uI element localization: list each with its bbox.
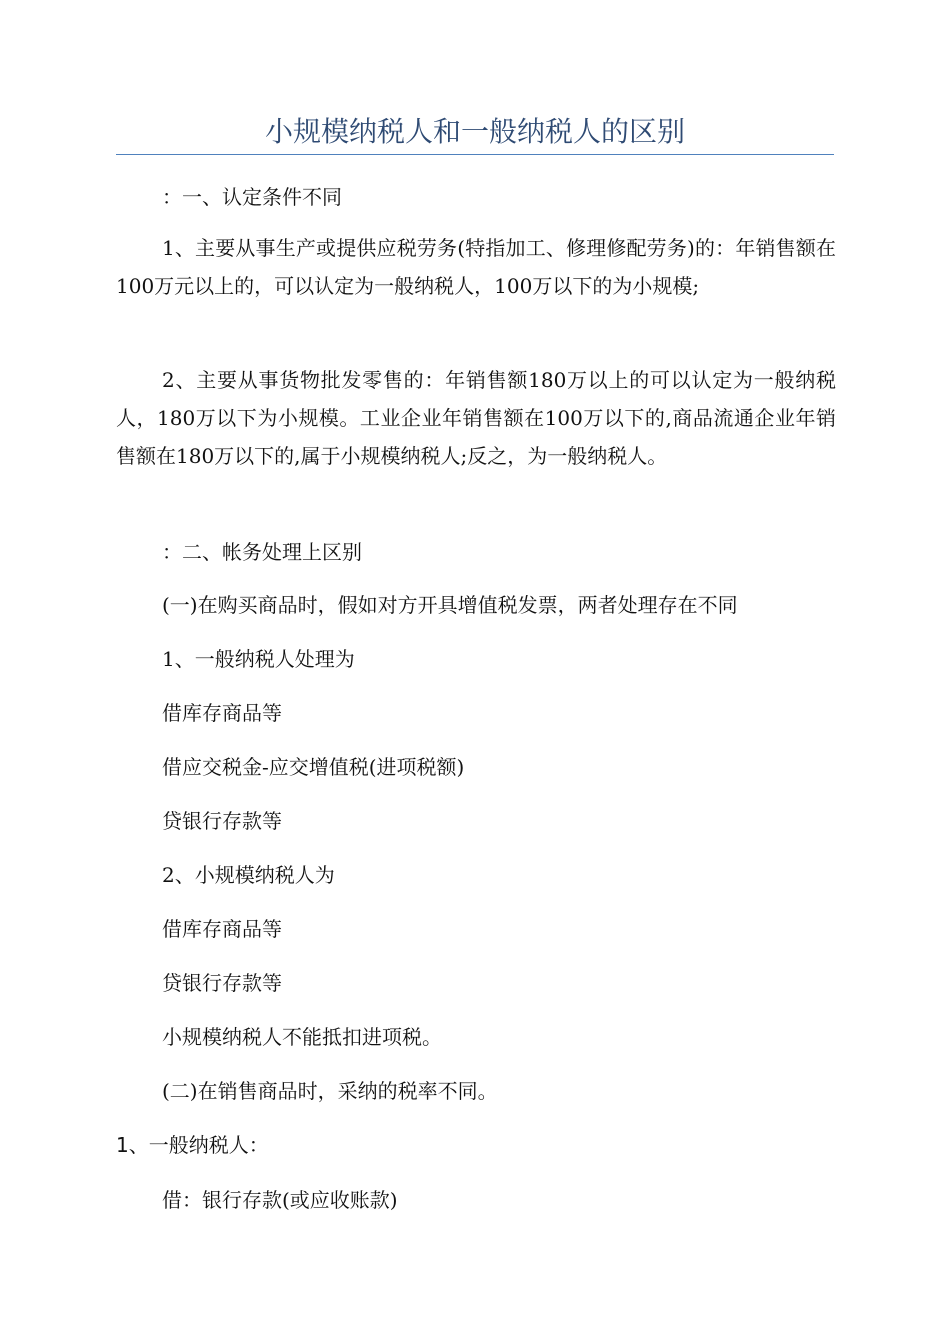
list-item: 2、小规模纳税人为 (162, 863, 335, 887)
subsection-heading-2: (二)在销售商品时，采纳的税率不同。 (162, 1079, 498, 1103)
journal-entry: 贷银行存款等 (162, 809, 282, 833)
section-heading-2: ：二、帐务处理上区别 (162, 540, 362, 564)
list-item: 1、一般纳税人处理为 (162, 647, 355, 671)
section-heading-1: ：一、认定条件不同 (162, 185, 342, 209)
journal-entry: 借：银行存款(或应收账款) (162, 1188, 398, 1212)
title-underline (116, 154, 834, 155)
note-text: 小规模纳税人不能抵扣进项税。 (162, 1025, 442, 1049)
journal-entry: 贷银行存款等 (162, 971, 282, 995)
journal-entry: 借应交税金-应交增值税(进项税额) (162, 755, 465, 779)
subsection-heading-1: (一)在购买商品时，假如对方开具增值税发票，两者处理存在不同 (162, 593, 738, 617)
journal-entry: 借库存商品等 (162, 917, 282, 941)
document-title: 小规模纳税人和一般纳税人的区别 (264, 115, 685, 148)
paragraph-2: 2、主要从事货物批发零售的：年销售额180万以上的可以认定为一般纳税人，180万以下为小规模。工业企业年销售额在100万以下的,商品流通企业年销售额在180万以下的,属于小规模纳税人;反之，为一般纳税人。 (116, 368, 836, 468)
list-item: 1、一般纳税人： (116, 1133, 269, 1157)
paragraph-1: 1、主要从事生产或提供应税劳务(特指加工、修理修配劳务)的：年销售额在100万元以上的，可以认定为一般纳税人，100万以下的为小规模; (116, 236, 836, 298)
journal-entry: 借库存商品等 (162, 701, 282, 725)
